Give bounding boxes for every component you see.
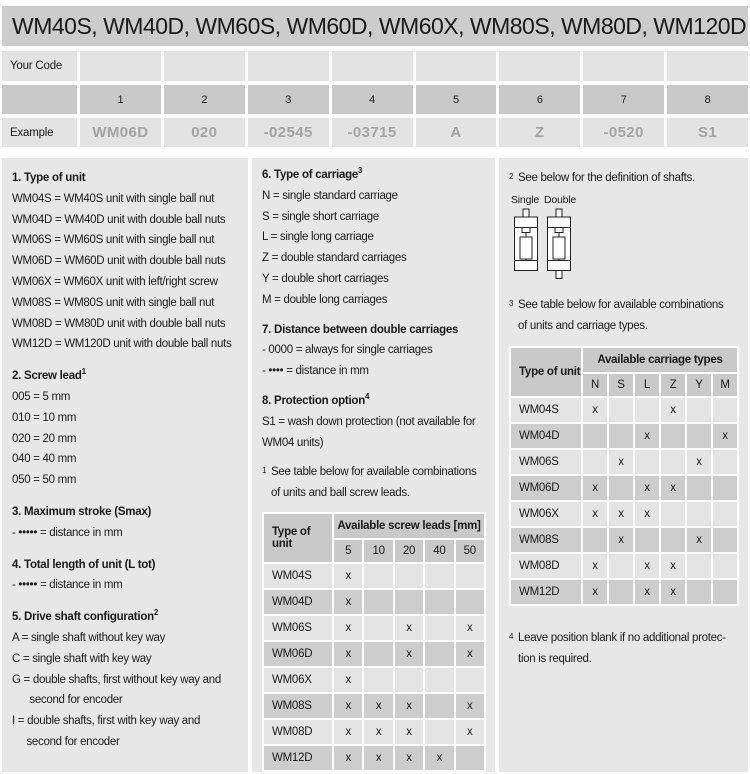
text-line: tion is required. bbox=[518, 653, 592, 666]
table-mark-cell: x bbox=[334, 746, 362, 770]
footnote-marker: 1 bbox=[262, 466, 267, 476]
section-heading: 4. Total length of unit (L tot) bbox=[12, 558, 156, 571]
text-line: See table below for available combinations bbox=[518, 298, 724, 311]
section-lines bbox=[12, 575, 239, 596]
table-mark-cell bbox=[425, 564, 453, 588]
text-line: S1 = wash down protection (not available for bbox=[262, 415, 476, 428]
text-line: Z = double standard carriages bbox=[262, 252, 407, 265]
table-mark-cell bbox=[364, 616, 392, 640]
table-mark-cell bbox=[395, 668, 423, 692]
position-number: 2 bbox=[164, 85, 245, 114]
table-mark-cell: x bbox=[456, 720, 484, 744]
table-unit-cell: WM06D bbox=[264, 642, 332, 666]
footnote-shaft-definition bbox=[509, 168, 739, 189]
screw-leads-table bbox=[262, 512, 486, 772]
single-shaft-label: Single bbox=[511, 193, 539, 206]
your-code-blank-cell bbox=[80, 51, 161, 81]
text-line: Y = double short carriages bbox=[262, 272, 389, 285]
table-mark-cell bbox=[395, 564, 423, 588]
table-row-header: Type of unit bbox=[511, 348, 581, 396]
example-value: S1 bbox=[667, 118, 748, 147]
example-value: WM06D bbox=[80, 118, 161, 147]
table-mark-cell: x bbox=[635, 424, 659, 448]
table-mark-cell bbox=[425, 720, 453, 744]
table-unit-cell: WM12D bbox=[264, 746, 332, 770]
text-line: WM06S = WM60S unit with single ball nut bbox=[12, 234, 215, 247]
example-value: -02545 bbox=[248, 118, 329, 147]
your-code-label: Your Code bbox=[2, 51, 77, 81]
table-mark-cell: x bbox=[334, 616, 362, 640]
your-code-blank-cell bbox=[248, 51, 329, 81]
table-mark-cell bbox=[687, 424, 711, 448]
section-lines bbox=[262, 186, 486, 311]
table-mark-cell: x bbox=[661, 554, 685, 578]
table-mark-cell: x bbox=[635, 554, 659, 578]
table-column-header: N bbox=[583, 374, 607, 396]
text-line: of units and carriage types. bbox=[518, 319, 648, 332]
table-mark-cell: x bbox=[364, 746, 392, 770]
text-line: WM04D = WM40D unit with double ball nuts bbox=[12, 213, 226, 226]
table-mark-cell bbox=[456, 590, 484, 614]
table-column-header: 40 bbox=[425, 540, 453, 562]
section-lines bbox=[12, 387, 239, 491]
section-lines bbox=[12, 189, 239, 355]
column-left bbox=[2, 158, 248, 772]
table-mark-cell: x bbox=[687, 450, 711, 474]
table-mark-cell bbox=[687, 502, 711, 526]
table-mark-cell: x bbox=[583, 398, 607, 422]
table-column-header: 10 bbox=[364, 540, 392, 562]
table-mark-cell bbox=[425, 668, 453, 692]
table-mark-cell bbox=[583, 450, 607, 474]
text-line: 010 = 10 mm bbox=[12, 411, 77, 424]
table-unit-cell: WM06S bbox=[511, 450, 581, 474]
table-mark-cell bbox=[713, 502, 737, 526]
example-value: 020 bbox=[164, 118, 245, 147]
table-column-header: 20 bbox=[395, 540, 423, 562]
table-mark-cell: x bbox=[395, 642, 423, 666]
table-unit-cell: WM12D bbox=[511, 580, 581, 604]
table-mark-cell bbox=[687, 580, 711, 604]
text-line: See below for the definition of shafts. bbox=[518, 172, 695, 184]
table-mark-cell bbox=[713, 398, 737, 422]
text-line: G = double shafts, first without key way and bbox=[12, 673, 221, 686]
section-lines bbox=[12, 628, 239, 753]
table-mark-cell bbox=[661, 502, 685, 526]
footnote-screw-leads bbox=[262, 462, 486, 504]
text-line: S = single short carriage bbox=[262, 210, 379, 223]
text-line: 050 = 50 mm bbox=[12, 474, 77, 487]
page-title: WM40S, WM40D, WM60S, WM60D, WM60X, WM80S, WM80D, WM120D bbox=[2, 6, 748, 46]
footnote-text bbox=[518, 628, 739, 670]
table-mark-cell: x bbox=[635, 502, 659, 526]
table-unit-cell: WM04D bbox=[511, 424, 581, 448]
text-line: - ••••• = distance in mm bbox=[12, 526, 123, 539]
text-line: Leave position blank if no additional protec- bbox=[518, 632, 726, 645]
position-number: 8 bbox=[667, 85, 748, 114]
table-mark-cell bbox=[713, 528, 737, 552]
table-mark-cell: x bbox=[713, 424, 737, 448]
section-screw-lead bbox=[12, 366, 239, 491]
table-mark-cell bbox=[364, 590, 392, 614]
table-mark-cell: x bbox=[334, 590, 362, 614]
section-drive-shaft bbox=[12, 607, 239, 753]
text-line: L = single long carriage bbox=[262, 231, 374, 244]
your-code-blank-cell bbox=[332, 51, 413, 81]
table-unit-cell: WM06S bbox=[264, 616, 332, 640]
table-unit-cell: WM04D bbox=[264, 590, 332, 614]
table-mark-cell bbox=[456, 668, 484, 692]
table-mark-cell: x bbox=[395, 616, 423, 640]
text-line: WM04 units) bbox=[262, 436, 324, 449]
section-carriage-distance bbox=[262, 320, 486, 382]
section-lines bbox=[262, 412, 486, 454]
table-mark-cell: x bbox=[609, 450, 633, 474]
text-line: I = double shafts, first with key way and bbox=[12, 715, 201, 728]
text-line: of units and ball screw leads. bbox=[271, 487, 410, 500]
footnote-marker: 3 bbox=[509, 298, 514, 308]
position-number: 1 bbox=[80, 85, 161, 114]
double-shaft-icon bbox=[548, 209, 571, 279]
table-mark-cell bbox=[635, 450, 659, 474]
table-mark-cell: x bbox=[583, 502, 607, 526]
your-code-blank-cell bbox=[499, 51, 580, 81]
table-mark-cell: x bbox=[334, 720, 362, 744]
table-mark-cell bbox=[364, 642, 392, 666]
table-group-header: Available carriage types bbox=[583, 348, 737, 372]
table-unit-cell: WM08S bbox=[264, 694, 332, 718]
text-line: second for encoder bbox=[12, 694, 123, 707]
section-heading: 7. Distance between double carriages bbox=[262, 323, 459, 336]
carriage-types-table bbox=[509, 346, 739, 606]
table-mark-cell: x bbox=[687, 528, 711, 552]
text-line: WM06D = WM60D unit with double ball nuts bbox=[12, 255, 226, 268]
table-mark-cell: x bbox=[334, 694, 362, 718]
table-mark-cell bbox=[687, 476, 711, 500]
text-line: 005 = 5 mm bbox=[12, 390, 71, 403]
table-mark-cell: x bbox=[609, 528, 633, 552]
table-mark-cell bbox=[609, 476, 633, 500]
table-mark-cell bbox=[635, 528, 659, 552]
position-row-label-cell bbox=[2, 85, 77, 114]
table-mark-cell bbox=[609, 424, 633, 448]
text-line: N = single standard carriage bbox=[262, 189, 398, 202]
single-shaft-icon bbox=[515, 209, 538, 271]
text-line: M = double long carriages bbox=[262, 293, 388, 306]
section-total-length bbox=[12, 555, 239, 597]
section-protection-option bbox=[262, 391, 486, 453]
text-line: WM04S = WM40S unit with single ball nut bbox=[12, 192, 215, 205]
position-number: 3 bbox=[248, 85, 329, 114]
text-line: 040 = 40 mm bbox=[12, 453, 77, 466]
section-type-of-unit bbox=[12, 168, 239, 355]
text-line: second for encoder bbox=[12, 735, 120, 748]
table-column-header: Z bbox=[661, 374, 685, 396]
footnote-marker: 4 bbox=[509, 632, 514, 642]
table-mark-cell bbox=[364, 668, 392, 692]
table-unit-cell: WM06X bbox=[264, 668, 332, 692]
shaft-diagram-svg bbox=[511, 208, 581, 282]
text-line: See table below for available combinations bbox=[271, 466, 477, 479]
footnote-protection bbox=[509, 628, 739, 670]
table-column-header: 50 bbox=[456, 540, 484, 562]
section-heading: 8. Protection option$^4$ bbox=[262, 392, 370, 407]
shaft-diagram-labels bbox=[511, 194, 739, 206]
table-mark-cell: x bbox=[635, 476, 659, 500]
table-unit-cell: WM08D bbox=[264, 720, 332, 744]
table-unit-cell: WM06D bbox=[511, 476, 581, 500]
table-mark-cell: x bbox=[395, 720, 423, 744]
table-mark-cell: x bbox=[395, 746, 423, 770]
table-unit-cell: WM06X bbox=[511, 502, 581, 526]
table-mark-cell: x bbox=[456, 616, 484, 640]
table-mark-cell bbox=[661, 528, 685, 552]
footnote-marker: 2 bbox=[509, 172, 514, 181]
example-label: Example bbox=[2, 118, 77, 147]
your-code-blank-cell bbox=[164, 51, 245, 81]
table-group-header: Available screw leads [mm] bbox=[334, 514, 484, 538]
table-mark-cell bbox=[713, 554, 737, 578]
example-value: Z bbox=[499, 118, 580, 147]
table-mark-cell bbox=[609, 580, 633, 604]
your-code-blank-cell bbox=[416, 51, 497, 81]
table-mark-cell: x bbox=[661, 580, 685, 604]
text-line: - 0000 = always for single carriages bbox=[262, 344, 433, 357]
table-mark-cell: x bbox=[395, 694, 423, 718]
table-unit-cell: WM04S bbox=[264, 564, 332, 588]
text-line: 020 = 20 mm bbox=[12, 432, 77, 445]
column-middle bbox=[252, 158, 495, 772]
footnote-text bbox=[518, 168, 739, 189]
table-mark-cell: x bbox=[364, 694, 392, 718]
table-mark-cell: x bbox=[334, 668, 362, 692]
table-mark-cell bbox=[635, 398, 659, 422]
example-value: -0520 bbox=[583, 118, 664, 147]
section-heading: 2. Screw lead$^1$ bbox=[12, 367, 86, 383]
table-column-header: L bbox=[635, 374, 659, 396]
section-heading: 3. Maximum stroke (Smax) bbox=[12, 505, 152, 518]
text-line: WM08S = WM80S unit with single ball nut bbox=[12, 296, 215, 309]
your-code-blank-cell bbox=[583, 51, 664, 81]
double-shaft-label: Double bbox=[544, 193, 577, 206]
table-mark-cell bbox=[713, 450, 737, 474]
text-line: WM12D = WM120D unit with double ball nuts bbox=[12, 338, 232, 351]
position-number: 4 bbox=[332, 85, 413, 114]
text-line: - •••• = distance in mm bbox=[262, 365, 369, 378]
table-mark-cell bbox=[425, 642, 453, 666]
content-columns bbox=[2, 158, 748, 772]
section-maximum-stroke bbox=[12, 502, 239, 544]
position-number: 6 bbox=[499, 85, 580, 114]
footnote-carriage-types bbox=[509, 295, 739, 337]
table-mark-cell bbox=[713, 476, 737, 500]
table-mark-cell: x bbox=[583, 554, 607, 578]
table-mark-cell: x bbox=[364, 720, 392, 744]
text-line: A = single shaft without key way bbox=[12, 631, 166, 644]
position-number: 7 bbox=[583, 85, 664, 114]
table-mark-cell bbox=[456, 746, 484, 770]
table-mark-cell: x bbox=[456, 642, 484, 666]
table-mark-cell: x bbox=[456, 694, 484, 718]
example-value: -03715 bbox=[332, 118, 413, 147]
table-column-header: M bbox=[713, 374, 737, 396]
ordering-code-grid bbox=[2, 51, 748, 147]
table-column-header: Y bbox=[687, 374, 711, 396]
table-mark-cell bbox=[583, 424, 607, 448]
table-mark-cell bbox=[456, 564, 484, 588]
table-mark-cell bbox=[713, 580, 737, 604]
table-mark-cell bbox=[609, 554, 633, 578]
table-mark-cell: x bbox=[661, 398, 685, 422]
table-mark-cell bbox=[425, 694, 453, 718]
section-heading: 5. Drive shaft configuration$^2$ bbox=[12, 608, 159, 624]
column-right bbox=[499, 158, 748, 772]
table-mark-cell bbox=[583, 528, 607, 552]
table-mark-cell: x bbox=[583, 476, 607, 500]
position-number: 5 bbox=[416, 85, 497, 114]
table-mark-cell bbox=[425, 590, 453, 614]
section-lines bbox=[262, 340, 486, 382]
text-line: WM08D = WM80D unit with double ball nuts bbox=[12, 317, 226, 330]
table-mark-cell: x bbox=[661, 476, 685, 500]
footnote-text bbox=[518, 295, 739, 337]
table-unit-cell: WM08D bbox=[511, 554, 581, 578]
text-line: WM06X = WM60X unit with left/right screw bbox=[12, 275, 218, 288]
table-mark-cell bbox=[687, 398, 711, 422]
table-column-header: 5 bbox=[334, 540, 362, 562]
text-line: - ••••• = distance in mm bbox=[12, 579, 123, 592]
table-mark-cell: x bbox=[635, 580, 659, 604]
text-line: C = single shaft with key way bbox=[12, 652, 152, 665]
footnote-text bbox=[271, 462, 486, 504]
table-mark-cell bbox=[395, 590, 423, 614]
section-lines bbox=[12, 523, 239, 544]
table-mark-cell bbox=[609, 398, 633, 422]
table-mark-cell bbox=[425, 616, 453, 640]
table-mark-cell bbox=[661, 424, 685, 448]
table-row-header: Type of unit bbox=[264, 514, 332, 562]
table-mark-cell: x bbox=[583, 580, 607, 604]
table-mark-cell bbox=[364, 564, 392, 588]
table-column-header: S bbox=[609, 374, 633, 396]
table-mark-cell: x bbox=[334, 642, 362, 666]
shaft-definition-diagram bbox=[511, 194, 739, 287]
table-mark-cell bbox=[661, 450, 685, 474]
table-unit-cell: WM04S bbox=[511, 398, 581, 422]
section-type-of-carriage bbox=[262, 165, 486, 311]
your-code-blank-cell bbox=[667, 51, 748, 81]
table-mark-cell: x bbox=[334, 564, 362, 588]
table-unit-cell: WM08S bbox=[511, 528, 581, 552]
table-mark-cell: x bbox=[425, 746, 453, 770]
section-heading: 1. Type of unit bbox=[12, 172, 86, 184]
table-mark-cell bbox=[687, 554, 711, 578]
section-heading: 6. Type of carriage$^3$ bbox=[262, 166, 363, 181]
table-mark-cell: x bbox=[609, 502, 633, 526]
example-value: A bbox=[416, 118, 497, 147]
